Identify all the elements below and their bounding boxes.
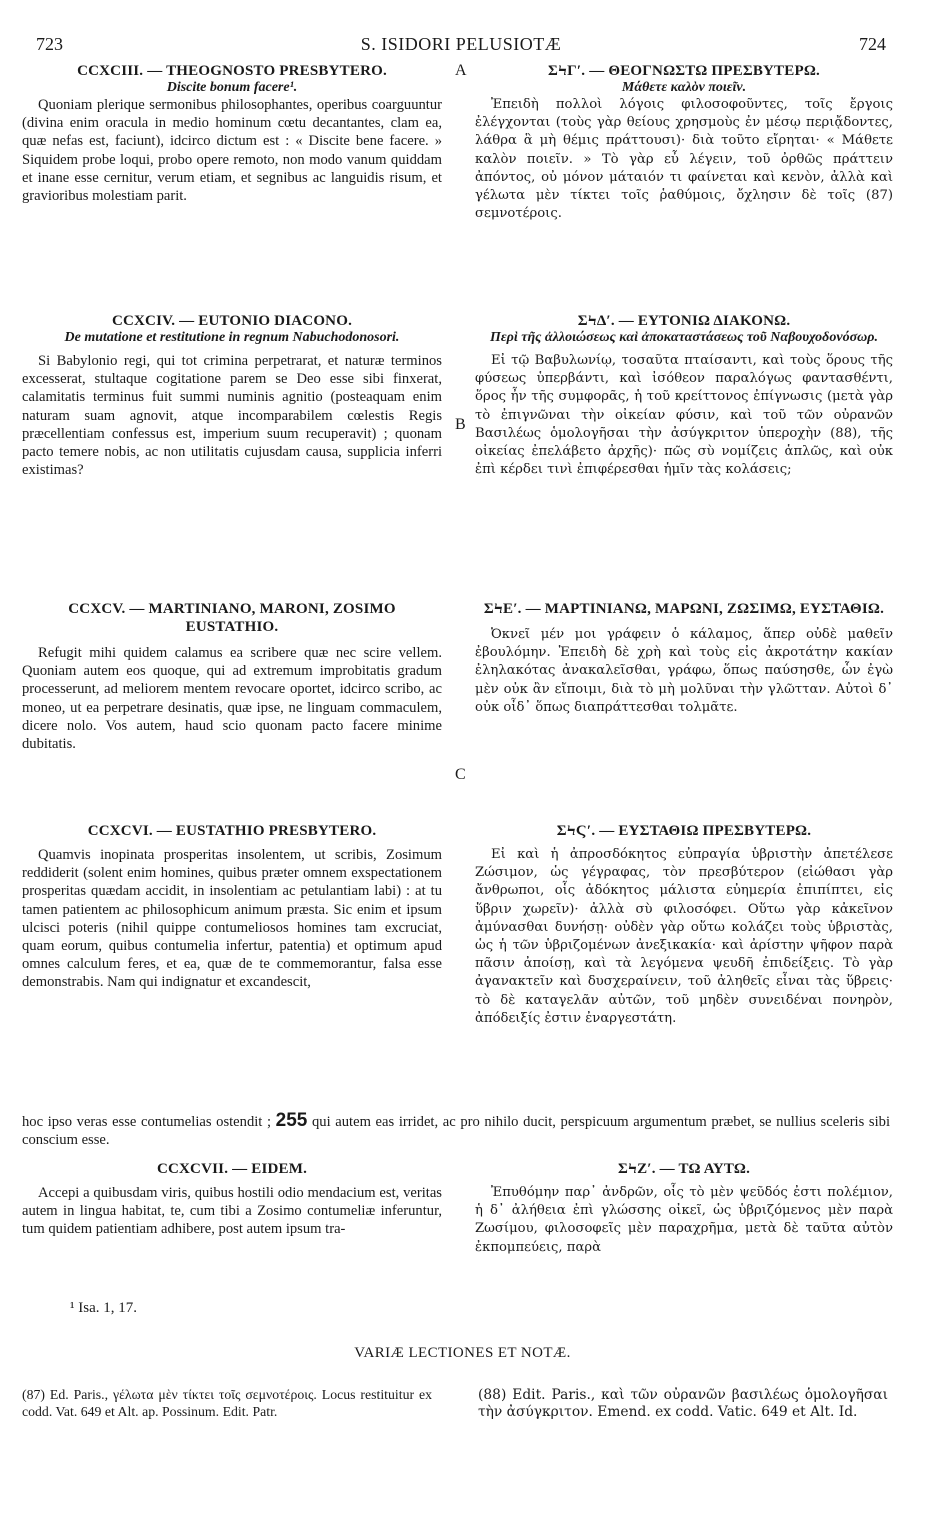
latin-letter-295: [22, 600, 442, 753]
letter-text: Ὀκνεῖ μέν μοι γράφειν ὁ κάλαμος, ἅπερ οὐδὲ μαθεῖν ἐβουλόμην. Ἐπειδὴ δὲ χρὴ καὶ τοὺς εἰς ἀκροτάτην κακίαν ἐληλακότας ἀνακαλεῖσθαι, γράφω, ὅπως παύσησθε, ὧν ἐγὼ μὲν οὐκ ἂν εἴποιμι, διὰ τὸ μὴ μολῦναι τὴν γλῶτταν. Αὐτοὶ δ᾽ οὐκ οἶδ᾽ ὅπως διαπράττεσθαι τολμᾶτε.: [475, 627, 893, 715]
letter-text: Refugit mihi quidem calamus ea scribere quæ nec scire vellem. Quoniam autem eos quoque, qui ad extremum improbitatis gradum processerunt, ad meliorem mentem revocare oportet, idcirco scribo, ac moneo, ut ea perpetrare desinatis, quæ ipse, ne linguam commaculem, dicere nolo. Vos autem, haud scio quonam pacto facere minime dubitatis.: [22, 645, 442, 753]
letter-subtitle: Περὶ τῆς ἀλλοιώσεως καὶ ἀποκαταστάσεως τοῦ Ναβουχοδονόσωρ.: [490, 330, 878, 345]
margin-letter-a: A: [455, 62, 467, 79]
greek-letter-297: [475, 1160, 893, 1257]
letter-heading: CCXCV. — MARTINIANO, MARONI, ZOSIMO EUSTATHIO.: [68, 601, 396, 635]
latin-letter-294: [22, 312, 442, 479]
letter-heading: CCXCIV. — EUTONIO DIACONO.: [111, 313, 353, 329]
letter-subtitle: De mutatione et restitutione in regnum Nabuchodonosori.: [64, 330, 400, 345]
letter-text: Si Babylonio regi, qui tot crimina perpetrarat, et naturæ terminos excesserat, stultaque cogitatione parem se Deo esse sibi finxerat, calamitatis terminus fuit summi numinis agnitio (posteaquam enim naturam suam agnovit, atque incomparabilem cœlestis Regis præcellentiam confessus est, imperium suum recuperavit) ; quonam pacto temere nobis, ac non utilitatis cujusdam causa, supplicia inferri existimas?: [22, 353, 442, 479]
page-number-left: 723: [36, 34, 63, 54]
letter-text: Quamvis inopinata prosperitas insolentem, ut scribis, Zosimum reddiderit (solent enim homines, quibus præter omnem exspectationem prosperitas quædam accidit, in insolentiam ac petulantiam labi) : at tu tamen patientem ac philosophicum animum præsta. Sic enim et ipsum ulcisci poteris (nihil quippe contumeliosos homines tam excruciat, quam eorum, quibus contumelia infertur, patentia) et optimum apud omnes calculum feres, et ea, quæ de te commemorantur, falsa esse demonstrabis. Nam qui indignatur et excandescit,: [22, 847, 442, 991]
running-header: [36, 34, 886, 56]
letter-heading: ΣϞϚʹ. — ΕΥΣΤΑΘΙΩ ΠΡΕΣΒΥΤΕΡΩ.: [556, 823, 812, 839]
greek-letter-295: [475, 600, 893, 717]
fullwidth-continuation: [22, 1112, 890, 1149]
page-number-right: 724: [859, 34, 886, 54]
letter-subtitle: Discite bonum facere¹.: [166, 80, 298, 95]
letter-text: Εἰ καὶ ἡ ἀπροσδόκητος εὐπραγία ὑβριστὴν ἀπετέλεσε Ζώσιμον, ὡς γέγραφας, τὸν πρεσβύτερον (εἰώθασι γὰρ ἄνθρωποι, οἷς ἀδόκητος μάλιστα εὐημερία ἐπιπίπτει, εἰς ὕβριν χωρεῖν)· ἀλλὰ σὺ φιλοσόφει. Οὕτω γὰρ κἀκεῖνον ἀμύνασθαι δυνήσῃ· οὐδὲν γὰρ οὕτω κολάζει τοὺς ὑβριστὰς, ὡς ἡ τῶν ὑβριζομένων ἀνεξικακία· καὶ ἀρίστην ψῆφον παρὰ πᾶσιν ἀποίσῃ, καὶ τὰ λεγόμενα ψευδῆ ἐπιδείξεις. Τὸ γὰρ ἀγανακτεῖν καὶ δυσχεραίνειν, τοῦ ἀληθεῖς εἶναι τὰς ὕβρεις· τὸ δὲ καταγελᾶν αὐτῶν, τοῦ μηδὲν συνειδέναι πονηρὸν, ἀπόδειξίς ἐστιν ἐναργεστάτη.: [475, 847, 893, 1026]
letter-heading: CCXCVII. — EIDEM.: [156, 1161, 308, 1177]
letter-heading: ΣϞΔʹ. — ΕΥΤΟΝΙΩ ΔΙΑΚΟΝΩ.: [577, 313, 791, 329]
letter-text: Ἐπειδὴ πολλοὶ λόγοις φιλοσοφοῦντες, τοῖς ἔργοις ἐλέγχονται (τοὺς γὰρ θείους χρησμοὺς ἐν μέσῳ περιᾄδοντες, λάθρα ἃ μὴ θέμις πράττουσι)· διὰ τοῦτο εἴρηται· « Μάθετε καλὸν ποιεῖν. » Τὸ γὰρ εὖ λέγειν, τοῦ ὀρθῶς πράττειν ἀπόντος, οὐ μόνον μάταιόν τι φαίνεται καὶ κενὸν, ἀλλὰ καὶ γέλωτα μὲν τίκτει τοῖς ῥαθύμοις, ὄχλησιν δὲ τοῖς (87) σεμνοτέροις.: [475, 97, 893, 222]
column-number: 255: [275, 1110, 308, 1131]
letter-heading: ΣϞΓʹ. — ΘΕΟΓΝΩΣΤΩ ΠΡΕΣΒΥΤΕΡΩ.: [548, 63, 820, 79]
continuation-text: qui autem eas irridet, ac pro nihilo ducit, perspicuum argumentum præbet, se nullius sceleris sibi conscium esse.: [22, 1114, 890, 1149]
letter-text: Accepi a quibusdam viris, quibus hostili odio mendacium est, veritas autem in lingua habitat, te, cum tibi a Zosimo contumeliæ inferuntur, tum quidem patientiam adhibere, post autem ipsum tra-: [22, 1185, 442, 1238]
letter-text: Ἐπυθόμην παρ᾽ ἀνδρῶν, οἷς τὸ μὲν ψεῦδός ἐστι πολέμιον, ἡ δ᾽ ἀλήθεια ἐπὶ γλώσσης οἰκεῖ, ὡς ὑβριζόμενος μὲν παρὰ Ζωσίμου, φιλοσοφεῖς μὲν παραχρῆμα, μετὰ δὲ ταῦτα αὐτὸν ἐκπομπεύεις, παρὰ: [475, 1185, 893, 1255]
margin-letter-b: B: [455, 416, 466, 433]
greek-letter-296: [475, 822, 893, 1028]
letter-heading: ΣϞΖʹ. — ΤΩ ΑΥΤΩ.: [617, 1161, 751, 1177]
letter-heading: CCXCIII. — THEOGNOSTO PRESBYTERO.: [77, 63, 387, 79]
latin-letter-293: [22, 62, 442, 205]
letter-text: Εἰ τῷ Βαβυλωνίῳ, τοσαῦτα πταίσαντι, καὶ τοὺς ὅρους τῆς φύσεως ὑπερβάντι, καὶ ἰσόθεον παραλόγως φαντασθέντι, ὅρος ἦν τῆς συμφορᾶς, ἡ τοῦ κρείττονος ἐπίγνωσις (μετὰ γὰρ τὸ ἐπιγνῶναι τὴν οἰκείαν φύσιν, καὶ τοῦ τῶν οὐρανῶν Βασιλέως ὁμολογῆσαι τὴν ἀσύγκριτον ὑπεροχὴν (88), τῆς οἰκείας ἐπελάβετο ἀρχῆς)· πῶς σὺ νομίζεις ἁπλῶς, καὶ οὐκ ἐπὶ κέρδει τινὶ ἐπιφέρεσθαι ἡμῖν τὰς κολάσεις;: [475, 353, 893, 478]
latin-letter-296: [22, 822, 442, 992]
greek-letter-294: [475, 312, 893, 479]
notes-title: VARIÆ LECTIONES ET NOTÆ.: [354, 1345, 571, 1361]
latin-letter-297: [22, 1160, 442, 1239]
greek-letter-293: [475, 62, 893, 223]
letter-subtitle: Μάθετε καλὸν ποιεῖν.: [621, 80, 747, 95]
letter-text: Quoniam plerique sermonibus philosophantes, operibus coarguuntur (divina enim oracula in medio hominum cœtu decantantes, clam ea, quæ nefas est, faciunt), idcirco dictum est : « Discite bene facere. » Siquidem probe loqui, probo opere remoto, non modo vanum quiddam et inane esse cernitur, verum etiam, et segnibus ac languidis risum, et gravioribus molestiam parit.: [22, 97, 442, 205]
footnote: ¹ Isa. 1, 17.: [70, 1300, 137, 1316]
letter-heading: CCXCVI. — EUSTATHIO PRESBYTERO.: [87, 823, 377, 839]
letter-heading: ΣϞΕʹ. — ΜΑΡΤΙΝΙΑΝΩ, ΜΑΡΩΝΙ, ΖΩΣΙΜΩ, ΕΥΣΤΑΘΙΩ.: [483, 601, 885, 617]
note-87: (87) Ed. Paris., γέλωτα μὲν τίκτει τοῖς σεμνοτέροις. Locus restituitur ex codd. Vat. 649 et Alt. ap. Possinum. Edit. Patr.: [22, 1387, 432, 1419]
continuation-text: hoc ipso veras esse contumelias ostendit ;: [22, 1114, 276, 1130]
margin-letter-c: C: [455, 766, 466, 783]
note-88: (88) Edit. Paris., καὶ τῶν οὐρανῶν βασιλέως ὁμολογῆσαι τὴν ἀσύγκριτον. Emend. ex codd. Vatic. 649 et Alt. Id.: [478, 1387, 888, 1420]
running-title: S. ISIDORI PELUSIOTÆ: [360, 34, 562, 54]
